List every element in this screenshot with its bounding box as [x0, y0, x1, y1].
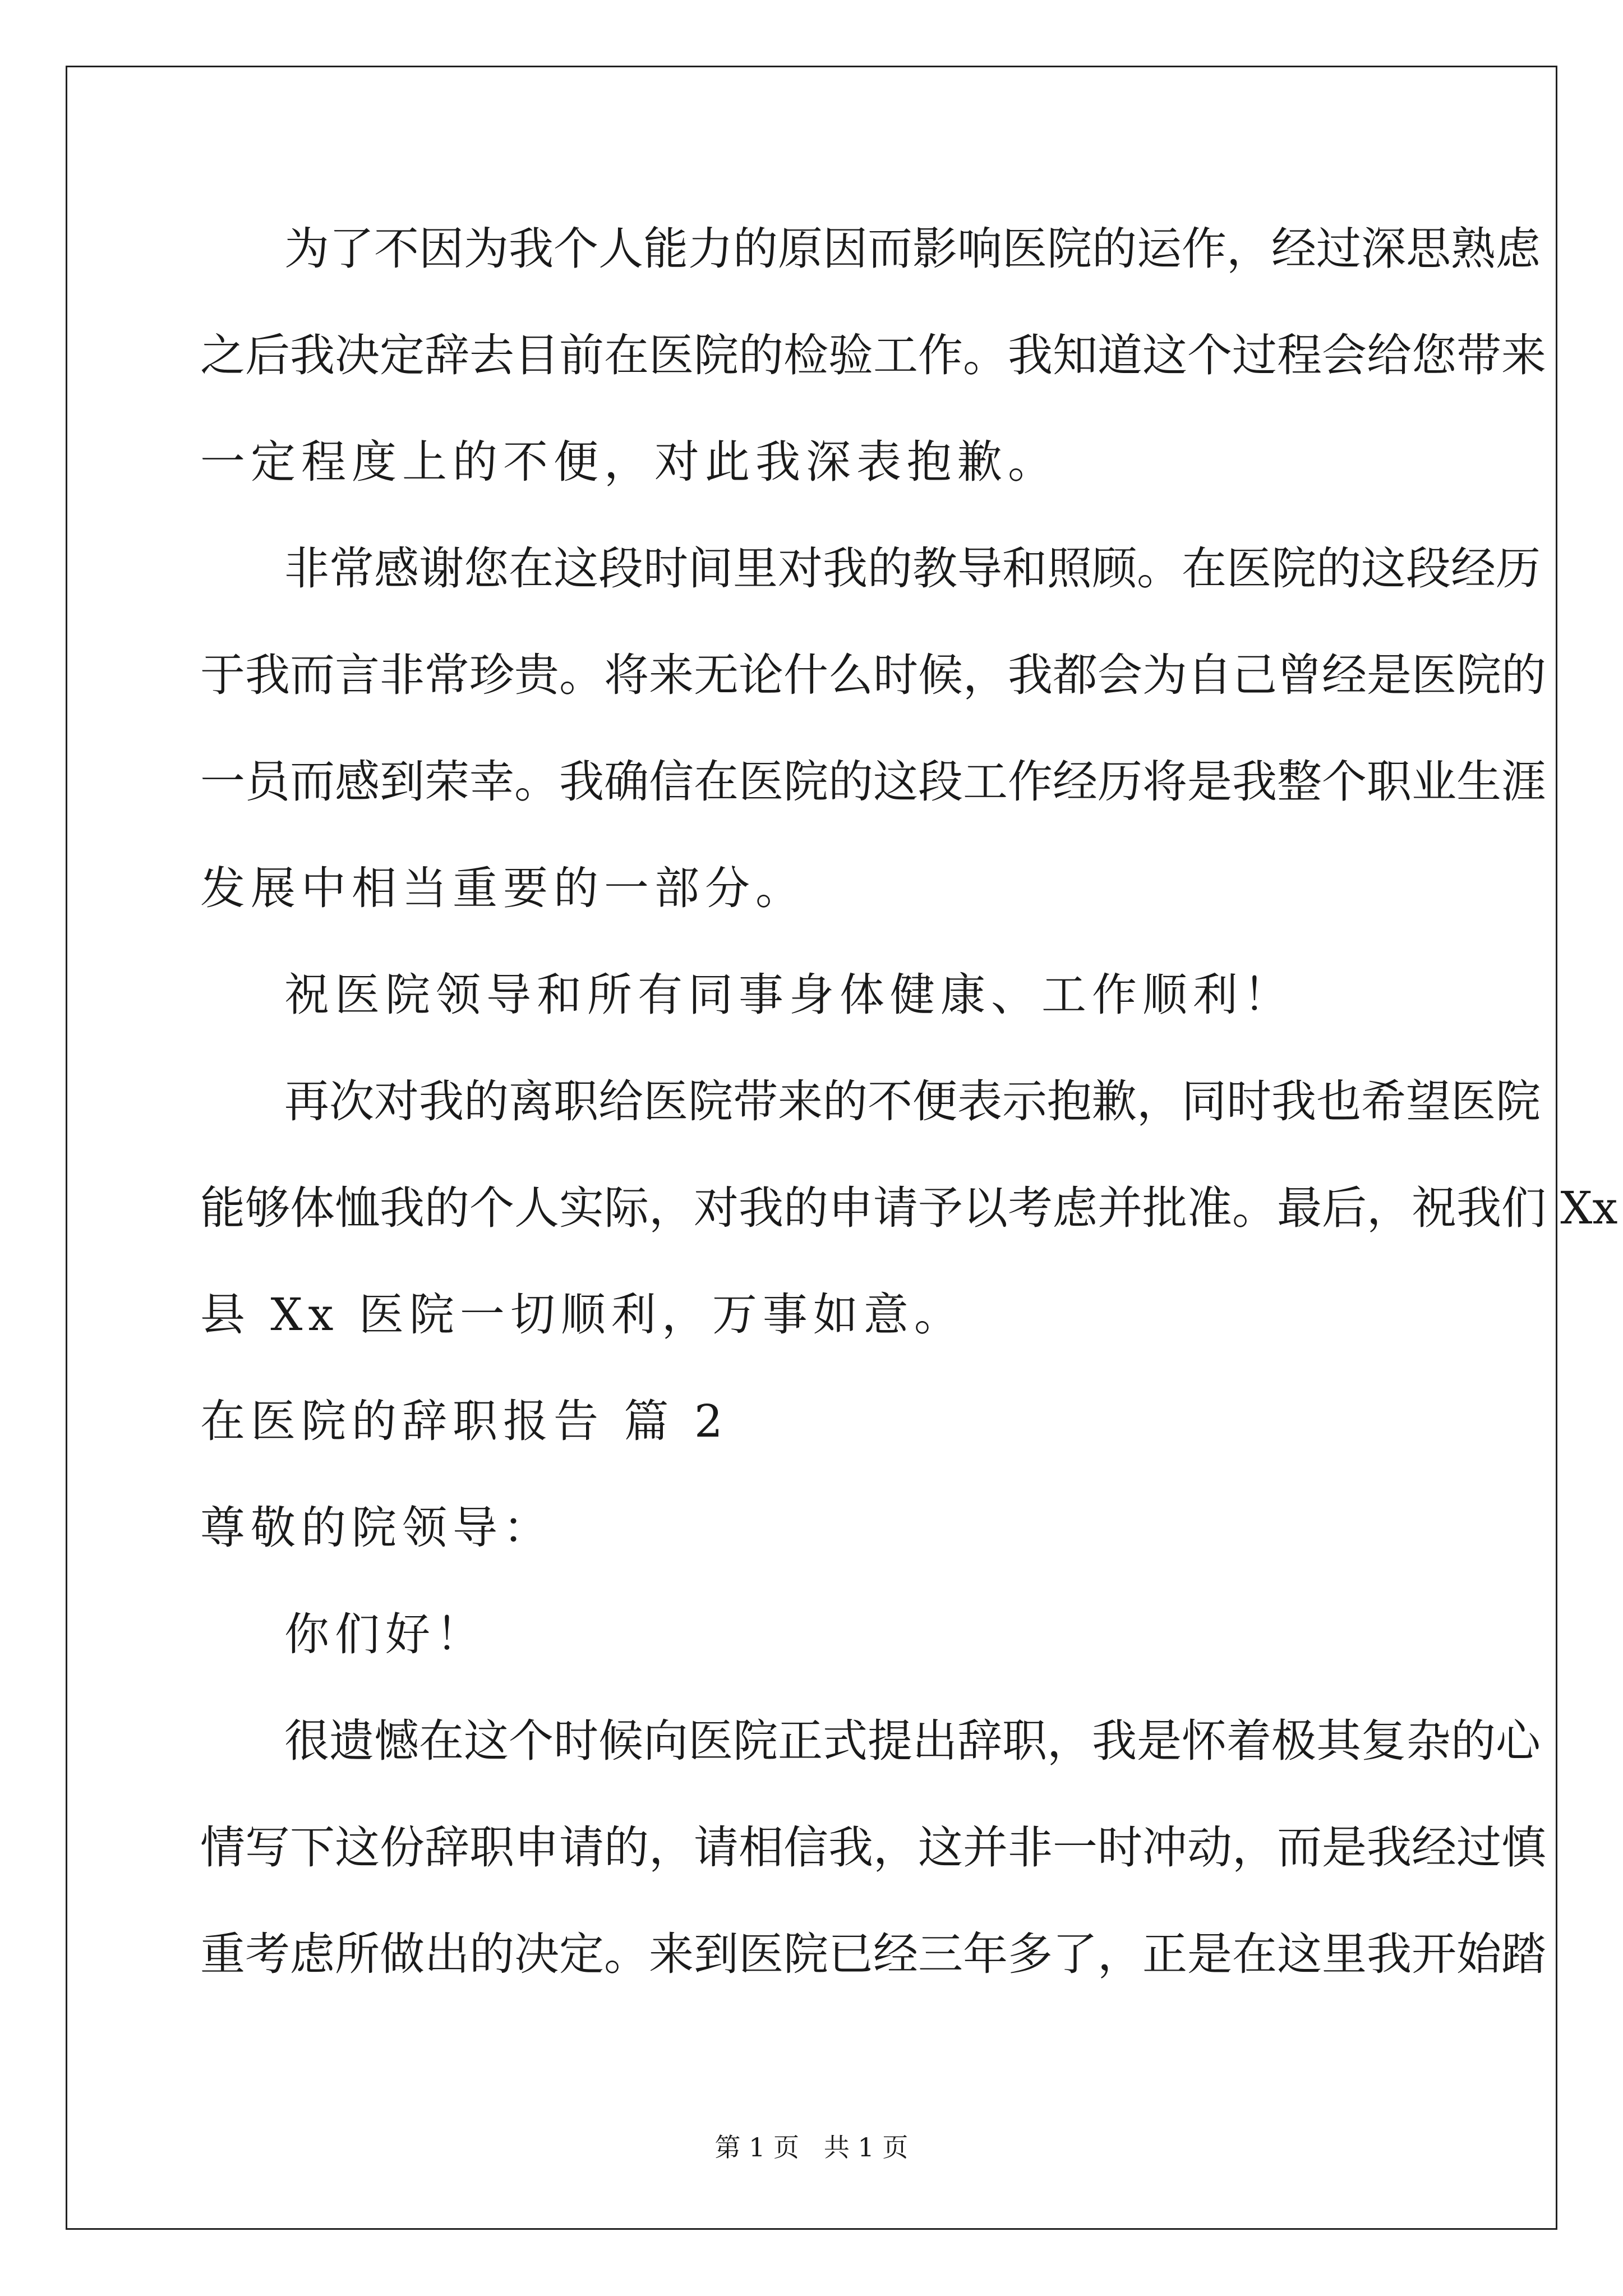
text-line: 非常感谢您在这段时间里对我的教导和照顾。在医院的这段经历 [284, 542, 1541, 595]
text-line: 重考虑所做出的决定。来到医院已经三年多了，正是在这里我开始踏 [200, 1928, 1546, 1980]
greeting: 你们好！ [284, 1608, 486, 1660]
text-line: 很遗憾在这个时候向医院正式提出辞职，我是怀着极其复杂的心 [284, 1715, 1541, 1767]
text-line: 县 Xx 医院一切顺利，万事如意。 [200, 1289, 965, 1341]
section-heading: 在医院的辞职报告 篇 2 [200, 1395, 728, 1447]
text-line: 情写下这份辞职申请的，请相信我，这并非一时冲动，而是我经过慎 [200, 1821, 1546, 1874]
text-line: 一员而感到荣幸。我确信在医院的这段工作经历将是我整个职业生涯 [200, 756, 1546, 808]
text-line: 再次对我的离职给医院带来的不便表示抱歉，同时我也希望医院 [284, 1075, 1541, 1128]
document-body [200, 214, 1618, 2026]
text-line: 祝医院领导和所有同事身体健康、工作顺利！ [284, 969, 1294, 1021]
text-line: 能够体恤我的个人实际，对我的申请予以考虑并批准。最后，祝我们 Xx [200, 1182, 1618, 1234]
text-line: 为了不因为我个人能力的原因而影响医院的运作，经过深思熟虑 [284, 223, 1541, 275]
text-line: 于我而言非常珍贵。将来无论什么时候，我都会为自己曾经是医院的 [200, 649, 1546, 701]
text-line: 发展中相当重要的一部分。 [200, 862, 806, 914]
text-line: 之后我决定辞去目前在医院的检验工作。我知道这个过程会给您带来 [200, 329, 1546, 381]
text-line: 一定程度上的不便，对此我深表抱歉。 [200, 436, 1058, 488]
page-number-footer: 第 1 页 共 1 页 [714, 2132, 909, 2162]
salutation: 尊敬的院领导： [200, 1502, 554, 1554]
